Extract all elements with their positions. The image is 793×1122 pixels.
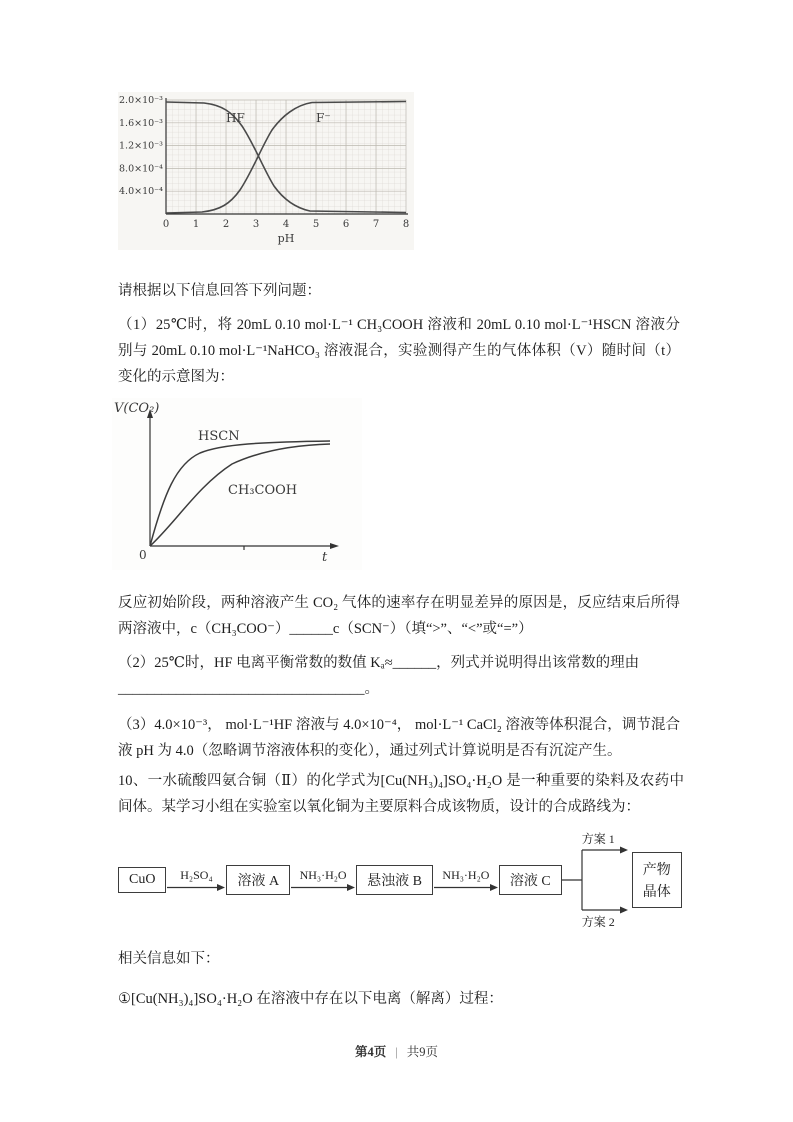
y-tick-labels <box>119 95 163 197</box>
right-arrow-icon <box>434 883 498 892</box>
y-tick-2: 1.2×10⁻³ <box>119 140 163 152</box>
x-tick-7: 7 <box>372 219 380 230</box>
question-2-text: （2）25℃时，HF 电离平衡常数的数值 Kₐ≈______，列式并说明得出该常数的理由 <box>118 655 640 671</box>
y-tick-3: 8.0×10⁻⁴ <box>119 163 163 175</box>
hf-dissociation-chart-svg <box>118 92 414 250</box>
footer-separator: | <box>395 1045 398 1059</box>
flow-box-solution-c <box>499 865 562 895</box>
x-tick-6: 6 <box>342 219 350 230</box>
intro-paragraph: 请根据以下信息回答下列问题： <box>118 283 321 299</box>
hscn-curve-label: HSCN <box>198 429 240 444</box>
question-2-answer-blank: __________________________________。 <box>118 681 379 697</box>
x-axis-label: t <box>322 550 328 565</box>
question-1-paragraph: （1）25℃时，将 20mL 0.10 mol·L⁻¹ CH₃COOH 溶液和 20mL 0.10 mol·L⁻¹HSCN 溶液分别与 20mL 0.10 mol·L⁻¹NaHCO₃ 溶液混合，实验测得产生的气体体积（V）随时间（t）变化的示意图为： <box>118 317 680 385</box>
x-tick-0: 0 <box>162 219 170 230</box>
flow-box-product-line1: 产物 <box>642 863 671 878</box>
flow-box-solution-a-label: 溶液 A <box>237 874 280 889</box>
flow-box-suspension-b-label: 悬浊液 B <box>367 874 422 889</box>
flow-box-cuo-label: CuO <box>129 872 156 887</box>
origin-label: 0 <box>139 548 147 562</box>
flow-branch-plan1-label: 方案 1 <box>581 832 615 846</box>
y-tick-4: 4.0×10⁻⁴ <box>119 186 163 198</box>
right-arrow-icon <box>291 883 355 892</box>
question-3-paragraph: （3）4.0×10⁻³， mol·L⁻¹HF 溶液与 4.0×10⁻⁴， mol·L⁻¹ CaCl₂ 溶液等体积混合，调节混合液 pH 为 4.0（忽略调节溶液体积的变化），通过列式计算说明是否有沉淀产生。 <box>118 717 680 759</box>
branch-lines <box>562 841 632 919</box>
ch3cooh-curve-label: CH₃COOH <box>228 483 298 498</box>
flow-arrow-nh3-2-label: NH₃·H₂O <box>442 868 490 882</box>
flow-arrow-nh3-2 <box>434 868 498 892</box>
y-tick-0: 2.0×10⁻³ <box>119 95 163 106</box>
y-tick-1: 1.6×10⁻³ <box>119 117 163 129</box>
question-10-paragraph: 10、一水硫酸四氨合铜（Ⅱ）的化学式为[Cu(NH₃)₄]SO₄·H₂O 是一种重要的染料及农药中间体。某学习小组在实验室以氧化铜为主要原料合成该物质，设计的合成路线为： <box>118 773 684 815</box>
info-item-1: ①[Cu(NH₃)₄]SO₄·H₂O 在溶液中存在以下电离（解离）过程： <box>118 991 503 1007</box>
x-tick-2: 2 <box>222 219 230 230</box>
flow-box-solution-a <box>226 865 290 895</box>
gas-volume-chart <box>112 398 362 570</box>
flow-arrow-nh3-1-label: NH₃·H₂O <box>299 868 347 882</box>
flow-box-product-line2: 晶体 <box>642 885 671 900</box>
page-footer <box>0 1042 793 1060</box>
info-heading: 相关信息如下： <box>118 951 220 967</box>
x-tick-1: 1 <box>192 219 200 230</box>
x-tick-labels <box>163 219 409 230</box>
flow-box-product <box>632 852 682 908</box>
footer-page-number: 第4页 <box>354 1045 387 1059</box>
x-tick-5: 5 <box>312 219 320 230</box>
axes <box>150 414 334 550</box>
flow-arrow-nh3-1 <box>291 868 355 892</box>
x-axis-arrow <box>330 543 339 549</box>
gas-volume-chart-svg <box>112 398 362 570</box>
question-1-followup-paragraph: 反应初始阶段，两种溶液产生 CO₂ 气体的速率存在明显差异的原因是，反应结束后所得两溶液中，c（CH₃COO⁻）______c（SCN⁻）（填“>”、“<”或“=”） <box>118 595 680 637</box>
flow-arrow-h2so4 <box>167 868 225 892</box>
x-tick-3: 3 <box>252 219 260 230</box>
fluoride-curve-label: F⁻ <box>316 111 331 125</box>
hf-dissociation-chart <box>118 92 414 250</box>
footer-total-pages: 共9页 <box>406 1045 439 1059</box>
hf-curve-label: HF <box>226 111 245 125</box>
x-axis-label: pH <box>277 232 295 245</box>
flow-branch-plan2-label: 方案 2 <box>581 915 615 929</box>
flow-arrow-h2so4-label: H₂SO₄ <box>180 868 213 882</box>
y-axis-label: V(CO₂) <box>114 401 160 416</box>
flow-box-solution-c-label: 溶液 C <box>509 874 551 889</box>
flow-branch <box>562 832 632 928</box>
flow-box-cuo <box>118 867 166 893</box>
synthesis-flow-diagram <box>118 832 718 928</box>
x-tick-4: 4 <box>282 219 290 230</box>
right-arrow-icon <box>167 883 225 892</box>
question-2-paragraph <box>118 650 680 702</box>
x-tick-8: 8 <box>402 219 410 230</box>
flow-box-suspension-b <box>356 865 433 895</box>
